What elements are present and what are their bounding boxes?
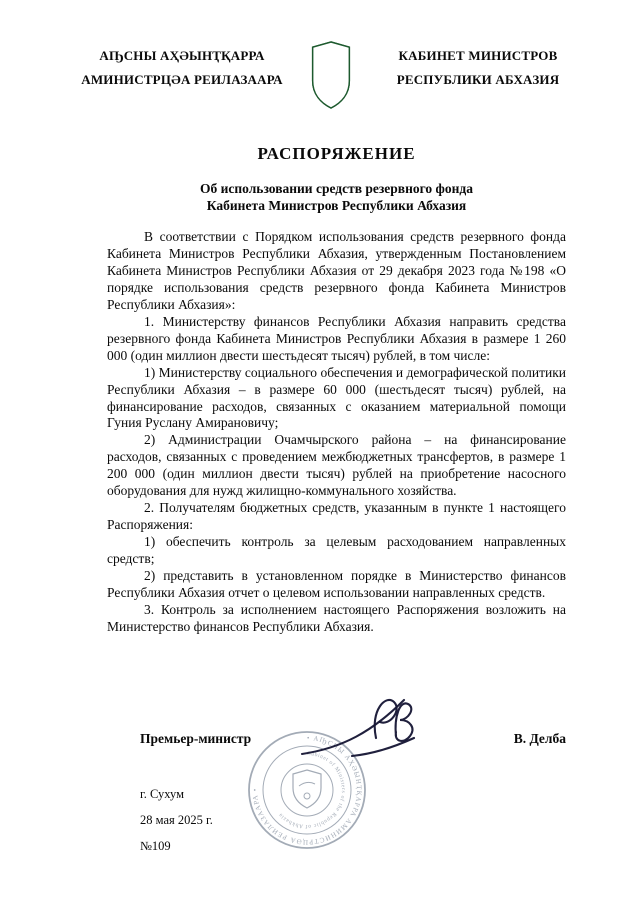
stamp-inner-text: Cabinet of Ministers of the Republic of Abkhazia (277, 750, 347, 830)
subtitle-line1: Об использовании средств резервного фонда (199, 181, 473, 196)
paragraph-7: 2) представить в установленном порядке в Министерство финансов Республики Абхазия отчет о целевом использовании направленных средств. (107, 568, 566, 601)
paragraph-4: 2) Администрации Очамчырского района – на финансирование расходов, связанных с проведением межбюджетных трансфертов, в размере 1 200 000 (один миллион двести тысяч) рублей на приобретение насосного оборудования для нужд жилищно-коммунального хозяйства. (107, 432, 566, 499)
signatory-name: В. Делба (513, 731, 566, 746)
paragraph-8: 3. Контроль за исполнением настоящего Распоряжения возложить на Министерство финансов Республики Абхазия. (107, 601, 566, 634)
paragraph-3: 1) Министерству социального обеспечения и демографической политики Республики Абхазия – в размере 60 000 (шестьдесят тысяч) рублей, на финансирование расходов, связанных с оказанием материальной помощи Гуния Руслану Амирановичу; (107, 364, 566, 431)
subtitle-line2: Кабинета Министров Республики Абхазия (206, 198, 467, 213)
letterhead-russian (362, 44, 594, 92)
paragraph-2: 1. Министерству финансов Республики Абхазия направить средства резервного фонда Кабинета Министров Республики Абхазия в размере 1 260 000 (один миллион двести шестьдесят тысяч) рублей, в том числе: (107, 313, 566, 363)
signatory-role: Премьер-министр (140, 731, 252, 746)
letterhead-russian-line1: КАБИНЕТ МИНИСТРОВ (398, 48, 558, 63)
footer-date: 28 мая 2025 г. (140, 813, 213, 827)
paragraph-1: В соответствии с Порядком использования средств резервного фонда Кабинета Министров Республики Абхазия, утвержденным Постановлением Кабинета Министров Республики Абхазия от 29 декабря 2023 года №198 «О порядке использования средств резервного фонда Кабинета Министров Республики Абхазия»: (107, 229, 566, 312)
letterhead-abkhaz-line2: АМИНИСТРЦӘА РЕИЛАЗААРА (81, 72, 283, 87)
paragraph-5: 2. Получателям бюджетных средств, указанным в пункте 1 настоящего Распоряжения: (107, 500, 566, 533)
document-subtitle (107, 180, 566, 214)
letterhead-abkhaz-line1: АҦСНЫ АҲӘЫНҬҚАРРА (99, 48, 265, 63)
stamp-center-emblem-icon (293, 770, 321, 808)
footer-city: г. Сухум (140, 787, 185, 801)
footer-number: №109 (140, 839, 171, 853)
document-title: РАСПОРЯЖЕНИЕ (257, 144, 416, 163)
coat-of-arms-abkhazia-icon (309, 38, 353, 112)
letterhead-russian-line2: РЕСПУБЛИКИ АБХАЗИЯ (396, 72, 560, 87)
document-body (107, 229, 566, 636)
document-footer (140, 786, 213, 854)
letterhead-abkhaz (58, 44, 306, 92)
paragraph-6: 1) обеспечить контроль за целевым расходованием направленных средств; (107, 534, 566, 567)
handwritten-signature-icon (292, 692, 432, 764)
stamp-outer-text: • АҦСНЫ АҲӘЫНҬҚАРРА АМИНИСТРЦӘА РЕИЛАЗААРА • (250, 733, 364, 847)
